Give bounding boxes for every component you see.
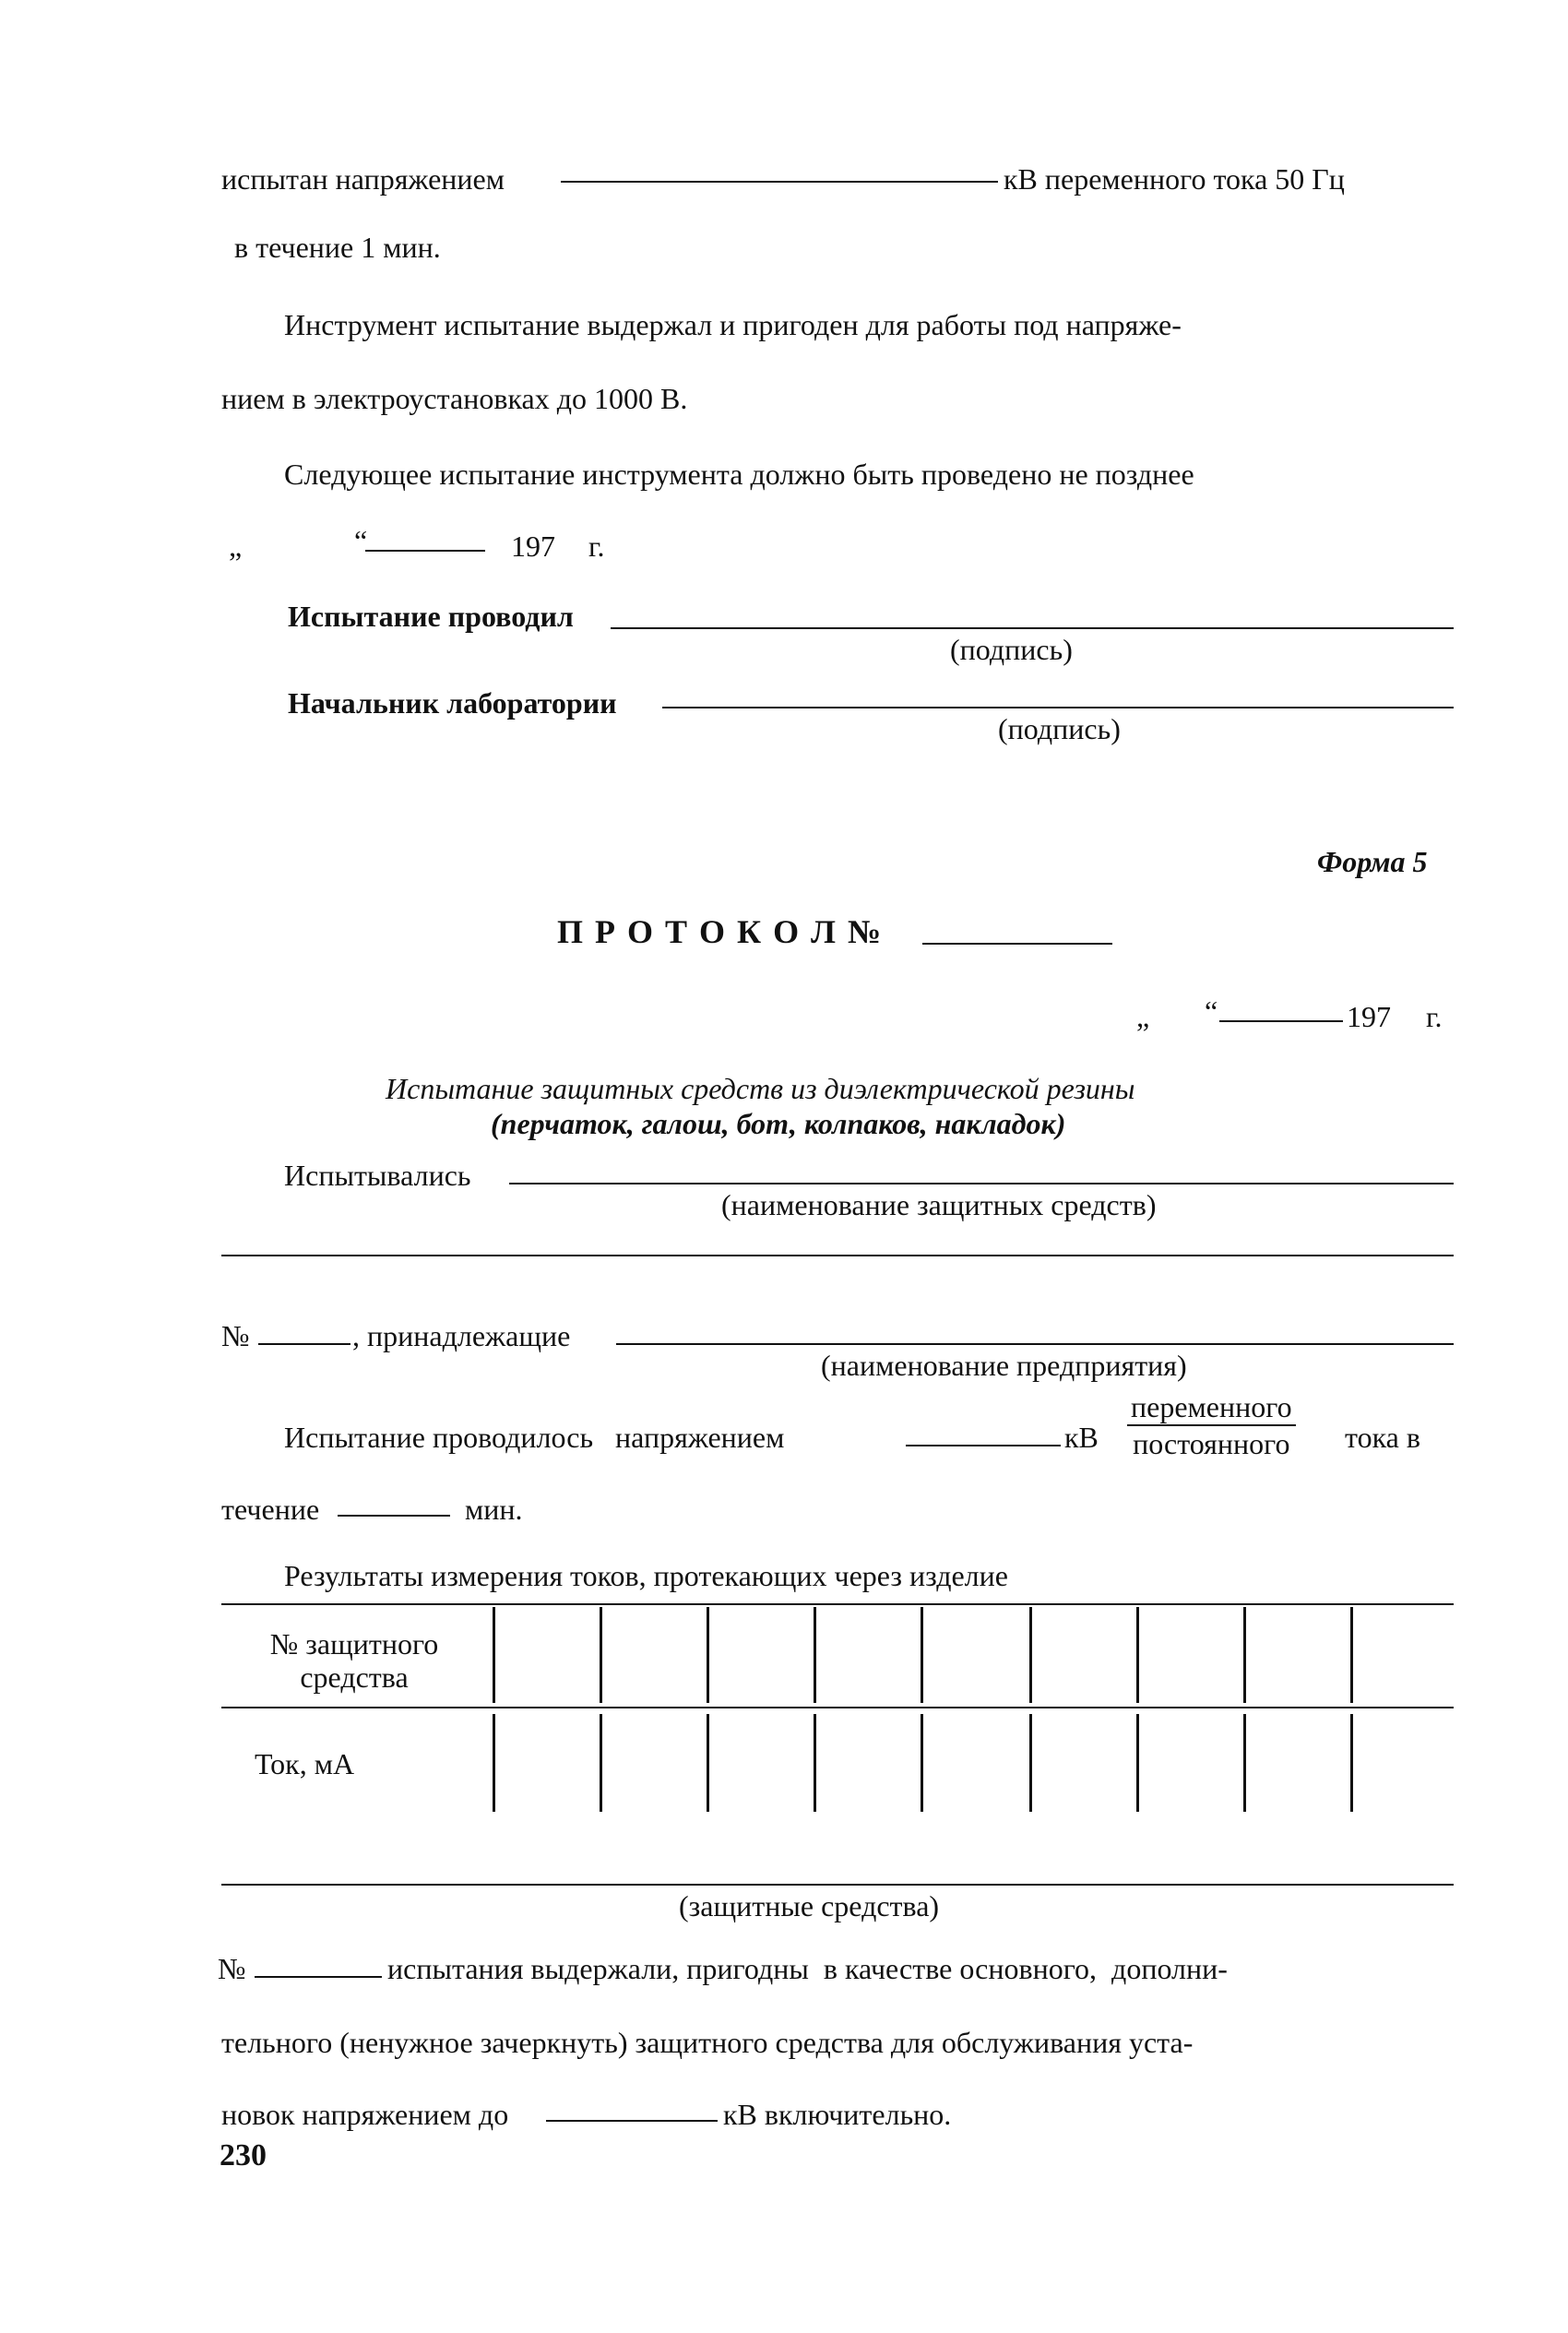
table-col-divider [1136,1607,1139,1703]
voltage-tail: тока в [1345,1421,1420,1454]
blank-voltage-line[interactable] [561,181,998,183]
table-col-divider [1243,1714,1246,1812]
tester-label: Испытание проводил [288,600,574,633]
belong-label: , принадлежащие [352,1319,571,1352]
text-instrument-passed: Инструмент испытание выдержал и пригоден для работы под напряже- [284,308,1182,341]
date-open-quote: „ [229,530,243,563]
test-voltage-line[interactable] [906,1445,1061,1446]
number-sign: № [221,1319,250,1352]
conclusion-line-3a: новок напряжением до [221,2098,509,2131]
protocol-number-line[interactable] [922,943,1112,945]
protocol-date-year: 197 [1347,1000,1391,1033]
table-col-divider [600,1607,602,1703]
duration-label: течение [221,1493,320,1526]
table-col-divider [493,1714,495,1812]
table-col-divider [707,1714,709,1812]
row-label-item-number-1: № защитного [269,1627,439,1660]
items-number-line[interactable] [258,1343,350,1345]
table-middle-border [221,1707,1454,1708]
row-label-item-number-2: средства [300,1660,409,1694]
table-col-divider [493,1607,495,1703]
protective-means-caption: (защитные средства) [679,1889,940,1922]
tested-items-caption: (наименование защитных средств) [721,1188,1157,1221]
date-year: 197 [511,530,555,563]
protocol-title: П Р О Т О К О Л № [557,913,884,950]
date-close-quote: “ [354,524,368,557]
subtitle-line-1: Испытание защитных средств из диэлектрической резины [386,1072,1135,1105]
tester-signature-line[interactable] [611,627,1454,629]
table-col-divider [1350,1607,1353,1703]
table-col-divider [1029,1714,1032,1812]
conclusion-number-line[interactable] [255,1976,382,1978]
table-col-divider [707,1607,709,1703]
conclusion-line-2: тельного (ненужное зачеркнуть) защитного средства для обслуживания уста- [221,2026,1194,2059]
voltage-label: Испытание проводилось напряжением [284,1421,785,1454]
page-number: 230 [220,2138,267,2172]
text-duration: в течение 1 мин. [234,231,441,264]
text-kv-ac: кВ переменного тока 50 Гц [1004,162,1345,196]
chief-signature-line[interactable] [662,707,1454,708]
table-col-divider [814,1607,816,1703]
table-col-divider [921,1714,923,1812]
text-tested-voltage: испытан напряжением [221,162,505,196]
tested-items-line-2[interactable] [221,1255,1454,1256]
row-label-current: Ток, мА [255,1747,355,1780]
table-col-divider [1350,1714,1353,1812]
table-col-divider [1243,1607,1246,1703]
subtitle-line-2: (перчаток, галош, бот, колпаков, накладок) [491,1107,1066,1140]
protocol-date-close-quote: “ [1205,994,1218,1028]
table-col-divider [600,1714,602,1812]
protective-means-line[interactable] [221,1884,1454,1886]
duration-unit: мин. [465,1493,523,1526]
protocol-date-line[interactable] [1219,1020,1343,1022]
max-voltage-line[interactable] [546,2120,718,2122]
conclusion-line-3b: кВ включительно. [723,2098,952,2131]
conclusion-line-1: испытания выдержали, пригодны в качестве основного, дополни- [387,1952,1228,1985]
duration-line[interactable] [338,1515,450,1517]
text-next-test: Следующее испытание инструмента должно быть проведено не позднее [284,458,1194,491]
table-col-divider [1136,1714,1139,1812]
fraction-dc: постоянного [1133,1427,1290,1460]
tested-items-line[interactable] [509,1183,1454,1184]
table-col-divider [1029,1607,1032,1703]
blank-next-date-line[interactable] [365,550,485,552]
table-col-divider [814,1714,816,1812]
tester-signature-caption: (подпись) [950,633,1073,666]
date-year-suffix: г. [588,530,605,563]
results-title: Результаты измерения токов, протекающих через изделие [284,1559,1008,1592]
chief-signature-caption: (подпись) [998,712,1121,745]
tested-label: Испытывались [284,1159,471,1192]
protocol-date-suffix: г. [1426,1000,1443,1033]
current-type-fraction [1127,1389,1296,1461]
table-col-divider [921,1607,923,1703]
enterprise-caption: (наименование предприятия) [821,1349,1187,1382]
chief-label: Начальник лаборатории [288,686,617,720]
text-instrument-passed-cont: нием в электроустановках до 1000 В. [221,382,688,415]
conclusion-number-sign: № [218,1952,246,1985]
fraction-ac: переменного [1127,1389,1296,1426]
protocol-date-open-quote: „ [1136,1000,1150,1033]
form-number-label: Форма 5 [1317,845,1428,878]
table-top-border [221,1603,1454,1605]
enterprise-line[interactable] [616,1343,1454,1345]
voltage-unit: кВ [1064,1421,1099,1454]
